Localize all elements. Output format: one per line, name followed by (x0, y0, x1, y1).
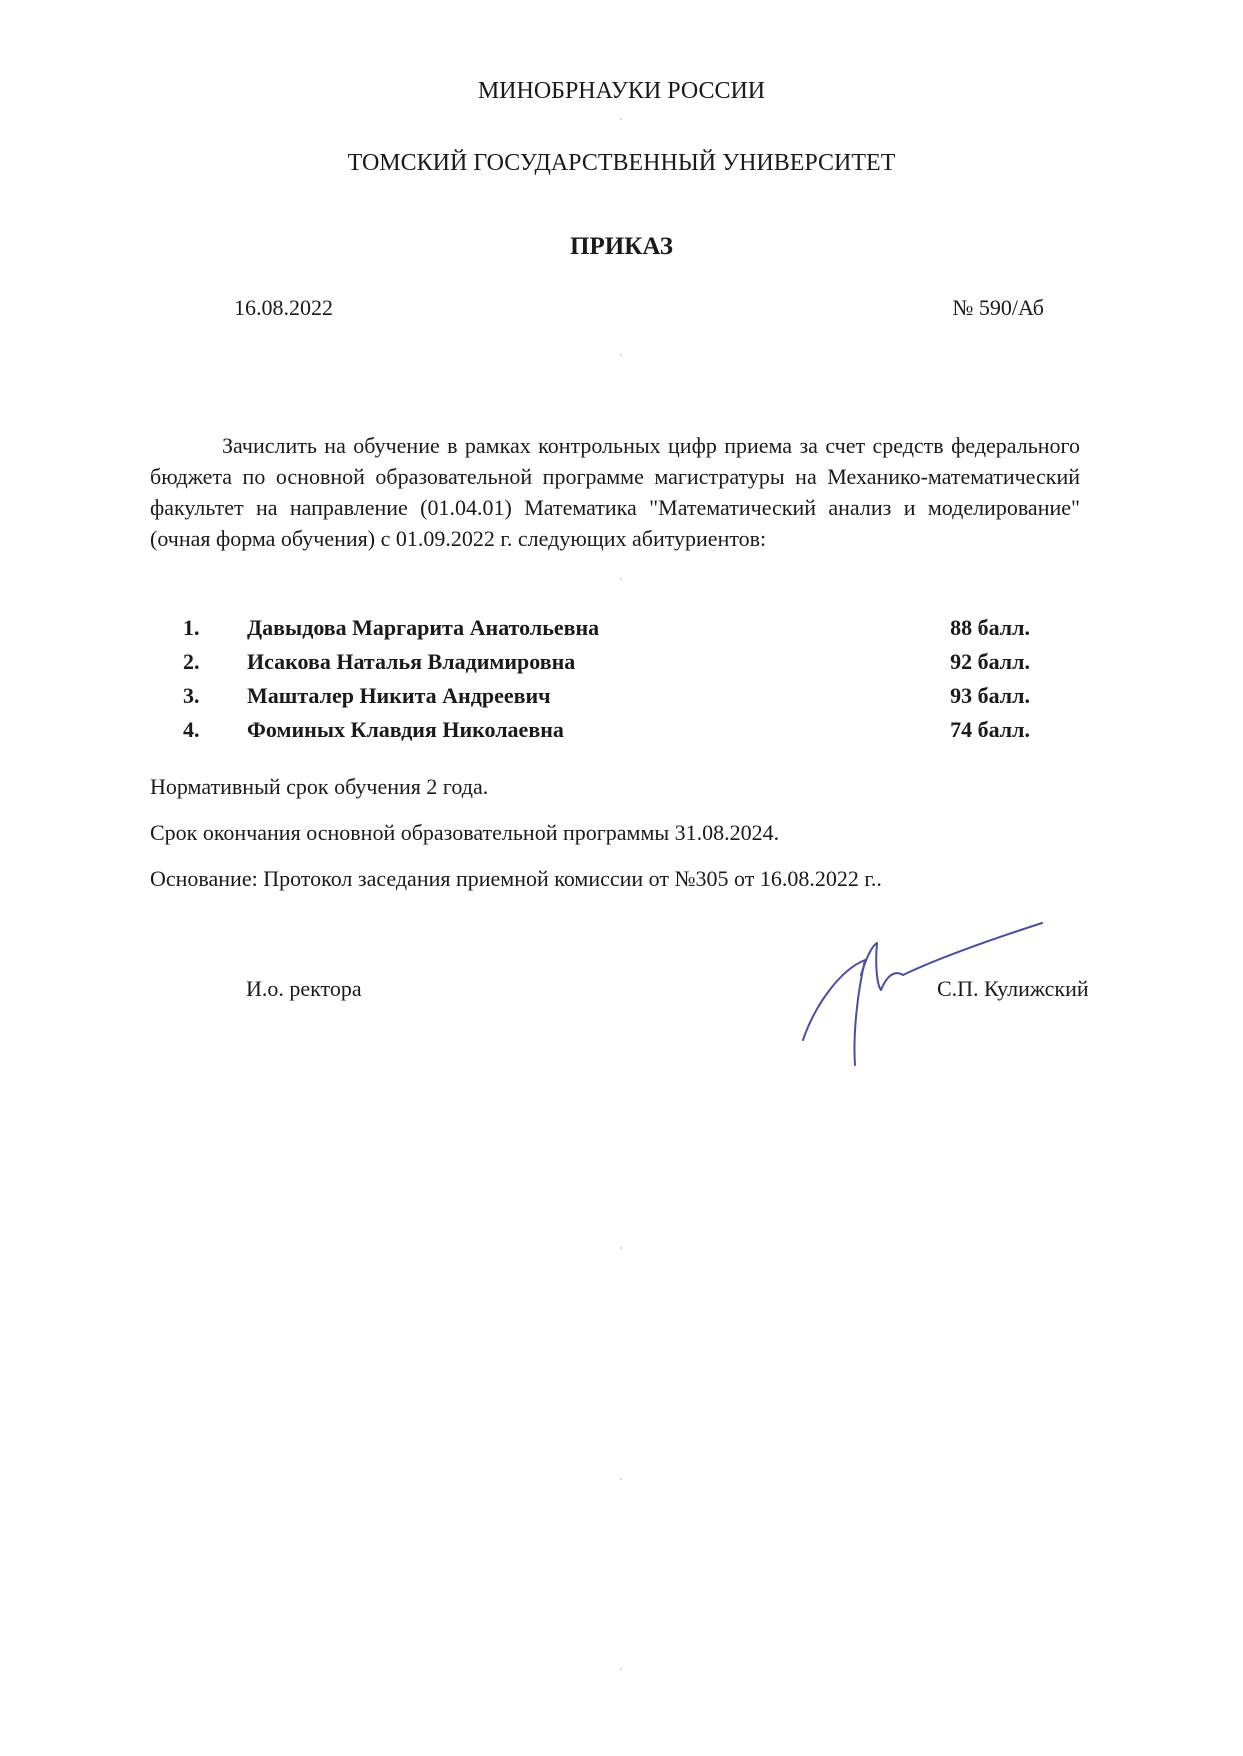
scan-speck (620, 1247, 622, 1249)
order-number: № 590/Аб (952, 295, 1044, 320)
study-duration-note: Нормативный срок обучения 2 года. (150, 774, 489, 799)
student-index: 4. (183, 717, 200, 742)
student-index: 1. (183, 615, 200, 640)
student-score: 92 балл. (950, 649, 1030, 674)
student-index: 2. (183, 649, 200, 674)
students-list (150, 615, 1030, 751)
student-row (150, 717, 1030, 751)
student-score: 93 балл. (950, 683, 1030, 708)
order-title: ПРИКАЗ (570, 233, 673, 260)
student-score: 88 балл. (950, 615, 1030, 640)
student-score: 74 балл. (950, 717, 1030, 742)
student-row (150, 615, 1030, 649)
student-name: Фоминых Клавдия Николаевна (247, 717, 564, 742)
scan-speck (620, 118, 622, 120)
student-row (150, 683, 1030, 717)
student-name: Давыдова Маргарита Анатольевна (247, 615, 600, 640)
signatory-name: С.П. Кулижский (937, 976, 1089, 1001)
scan-speck (620, 354, 622, 356)
order-body-text: Зачислить на обучение в рамках контрольных цифр приема за счет средств федерального бюджета по основной образовательной программе магистратуры на Механико-математический факультет на направление (01.04.01) Математика "Математический анализ и моделирование" (очная форма обучения) с 01.09.2022 г. следующих абитуриентов: (150, 433, 1080, 551)
basis-note: Основание: Протокол заседания приемной комиссии от №305 от 16.08.2022 г.. (150, 866, 882, 891)
student-name: Исакова Наталья Владимировна (247, 649, 576, 674)
student-name: Машталер Никита Андреевич (247, 683, 551, 708)
scan-speck (620, 1668, 622, 1670)
student-row (150, 649, 1030, 683)
scan-speck (620, 1478, 622, 1480)
university-heading: ТОМСКИЙ ГОСУДАРСТВЕННЫЙ УНИВЕРСИТЕТ (347, 150, 896, 176)
signatory-title: И.о. ректора (246, 976, 362, 1001)
ministry-heading: МИНОБРНАУКИ РОССИИ (477, 78, 766, 104)
program-end-note: Срок окончания основной образовательной программы 31.08.2024. (150, 820, 780, 845)
order-date: 16.08.2022 (234, 295, 333, 320)
student-index: 3. (183, 683, 200, 708)
scan-speck (620, 578, 622, 580)
